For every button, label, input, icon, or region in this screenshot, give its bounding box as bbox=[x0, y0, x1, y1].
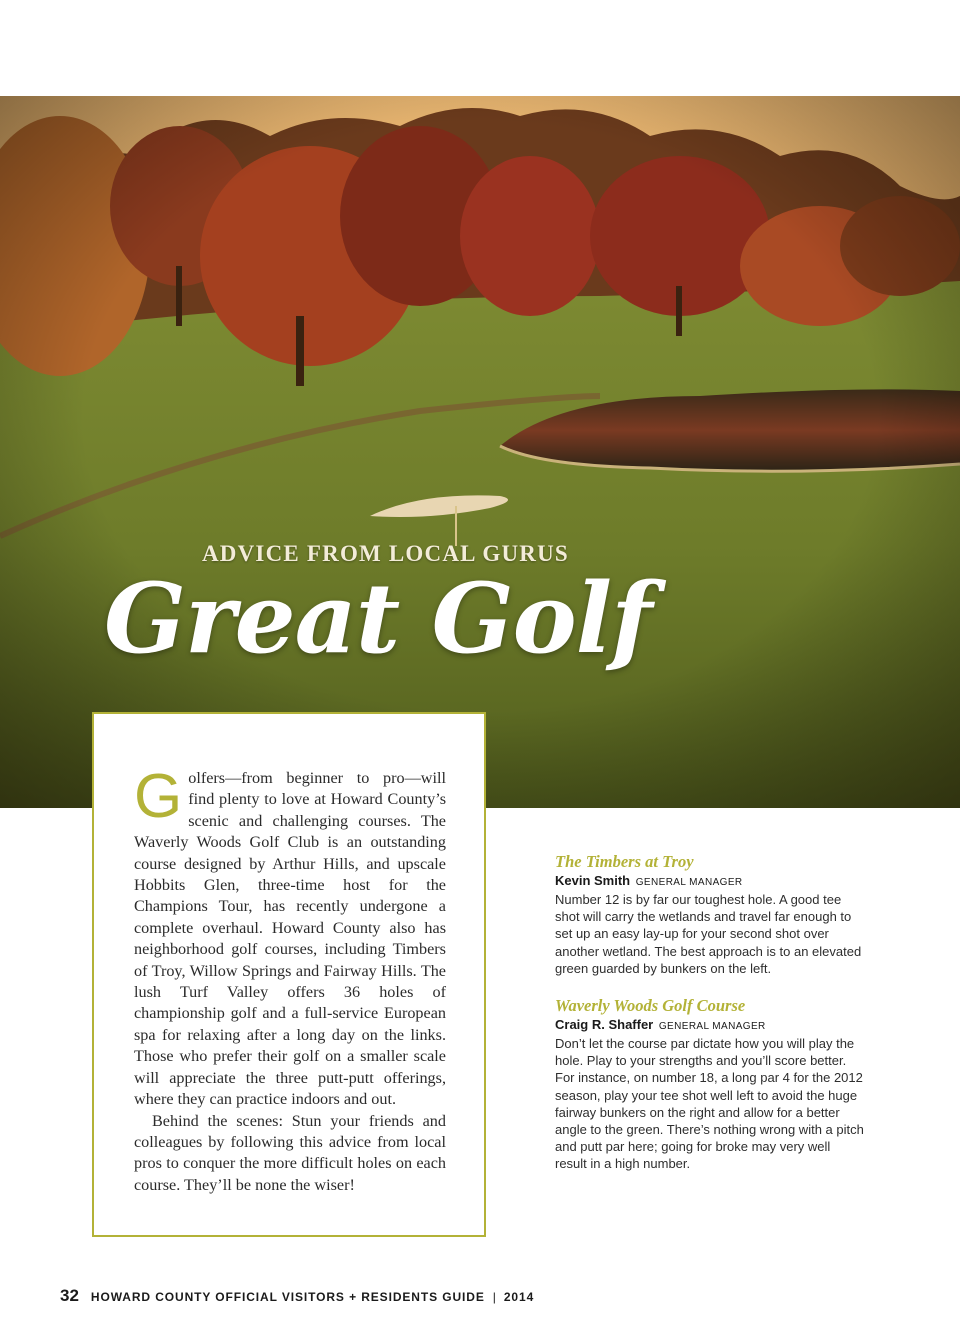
tip-pro-name-text: Craig R. Shaffer bbox=[555, 1017, 654, 1033]
intro-box bbox=[92, 712, 486, 1237]
tip-advice: Number 12 is by far our toughest hole. A good tee shot will carry the wetlands and travel far enough to set up an easy lay-up for your second shot over another wetland. The best approach is to an elevated green guarded by bunkers on the left. bbox=[555, 892, 862, 976]
golf-course-illustration bbox=[0, 96, 960, 808]
tip-pro-name-text: Kevin Smith bbox=[555, 873, 631, 888]
pro-tips bbox=[555, 852, 865, 1192]
page-title: Great Golf bbox=[104, 562, 652, 675]
tip-course-title: The Timbers at Troy bbox=[555, 852, 694, 871]
publication-year: 2014 bbox=[503, 1290, 535, 1304]
intro-text-1: olfers—from beginner to pro—will find plenty to love at Howard County’s scenic and challenging courses. The Waverly Woods Golf Club is an outstanding course designed by Arthur Hills, and upscale Hobbits Glen, three-time host for the Champions Tour, has recently undergone a complete overhaul. Howard County also has neighborhood golf courses, including Timbers of Troy, Willow Springs and Fairway Hills. The lush Turf Valley offers 36 holes of championship golf and a full-service European spa for relaxing after a long day on the links. Those who prefer their golf on a smaller scale will appreciate the three putt-putt offerings, where they can practice indoors and out. bbox=[134, 769, 446, 1109]
footer-separator: | bbox=[492, 1290, 496, 1304]
hero-photo bbox=[0, 96, 960, 808]
tip-timbers bbox=[555, 852, 865, 977]
intro-paragraph-1 bbox=[134, 762, 446, 1111]
kicker: ADVICE FROM LOCAL GURUS bbox=[202, 541, 569, 566]
drop-cap: G bbox=[134, 762, 183, 831]
tip-pro-name bbox=[555, 872, 865, 891]
tip-pro-role: GENERAL MANAGER bbox=[658, 1021, 766, 1033]
tip-pro-name bbox=[555, 1016, 865, 1035]
page-footer bbox=[60, 1286, 534, 1306]
tip-course-title: Waverly Woods Golf Course bbox=[555, 996, 746, 1016]
publication-title: HOWARD COUNTY OFFICIAL VISITORS + RESIDENTS GUIDE bbox=[90, 1290, 485, 1304]
page-number: 32 bbox=[60, 1286, 79, 1305]
tip-waverly bbox=[555, 996, 865, 1173]
tip-pro-role: GENERAL MANAGER bbox=[635, 877, 743, 888]
intro-paragraph-2: Behind the scenes: Stun your friends and colleagues by following this advice from local pros to conquer the more difficult holes on each course. They’ll be none the wiser! bbox=[134, 1111, 446, 1194]
tip-advice: Don’t let the course par dictate how you will play the hole. Play to your strengths and you’ll score better. For instance, on number 18, a long par 4 for the 2012 season, play your tee shot well left to avoid the huge fairway bunkers on the right and allow for a better angle to the green. There’s nothing wrong with a pitch and putt par here; going for broke may very well result in a high number. bbox=[555, 1036, 864, 1172]
